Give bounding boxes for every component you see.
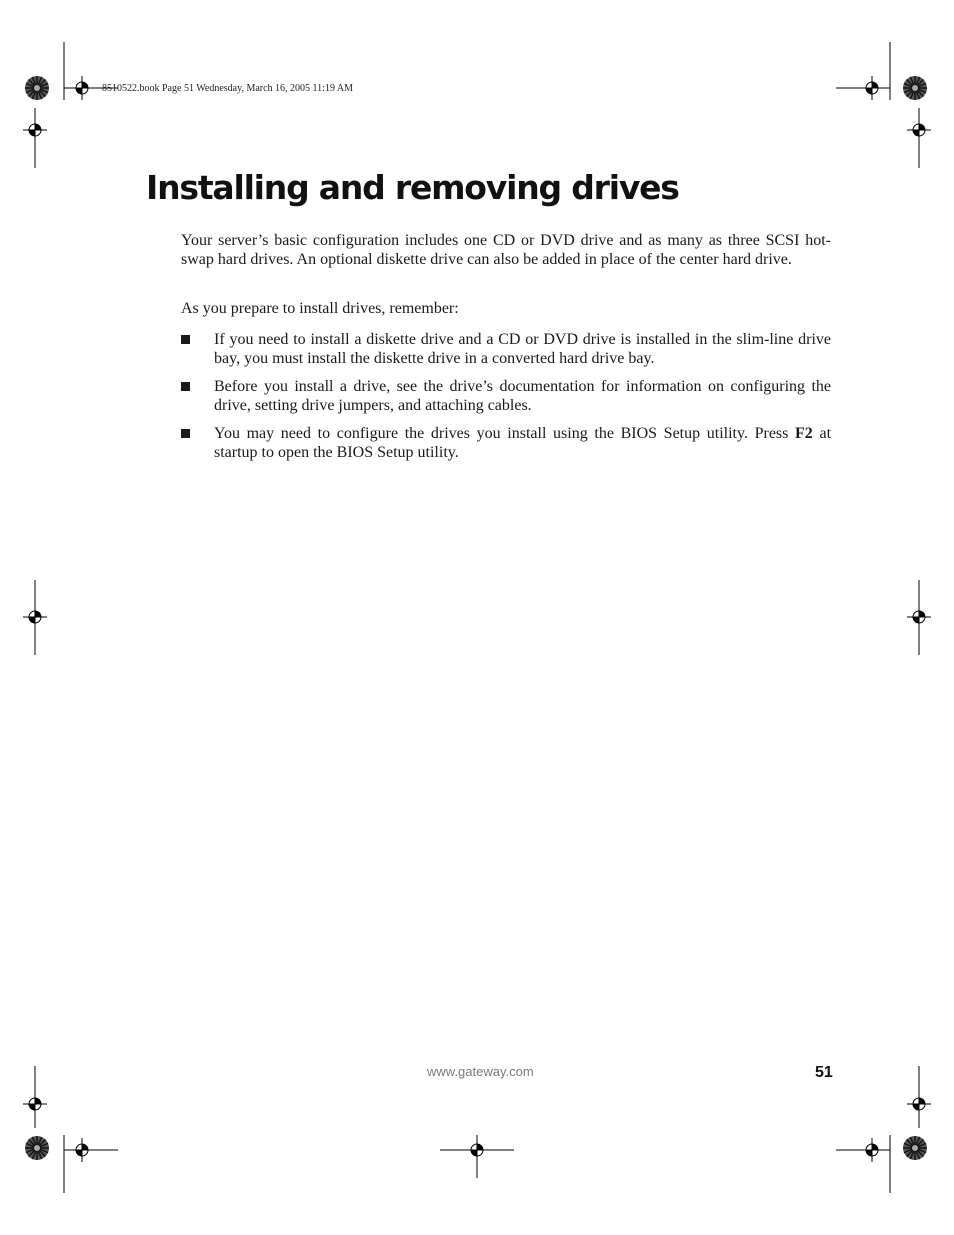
registration-mark-icon: [907, 605, 931, 629]
registration-mark-icon: [465, 1138, 489, 1162]
key-name: F2: [795, 425, 813, 442]
page-title: Installing and removing drives: [146, 168, 679, 207]
color-bar-icon: [903, 76, 927, 100]
list-item-text: You may need to configure the drives you install using the BIOS Setup utility. Press: [214, 425, 796, 442]
page-number: 51: [815, 1064, 833, 1081]
registration-mark-icon: [23, 1092, 47, 1116]
intro-paragraph: Your server’s basic configuration includes one CD or DVD drive and as many as three SCSI hot-swap hard drives. An optional diskette drive can also be added in place of the center hard drive.: [181, 232, 831, 268]
list-item-text: If you need to install a diskette drive and a CD or DVD drive is installed in the slim-line drive bay, you must install the diskette drive in a converted hard drive bay.: [214, 331, 831, 367]
registration-mark-icon: [70, 76, 94, 100]
print-header: 8510522.book Page 51 Wednesday, March 16, 2005 11:19 AM: [102, 83, 354, 94]
color-bar-icon: [25, 76, 49, 100]
list-item: [181, 424, 831, 462]
list-item-text: Before you install a drive, see the drive’s documentation for information on configuring the drive, setting drive jumpers, and attaching cables.: [214, 378, 831, 414]
color-bar-icon: [25, 1136, 49, 1160]
list-item: [181, 330, 831, 368]
registration-mark-icon: [860, 76, 884, 100]
registration-mark-icon: [860, 1138, 884, 1162]
bullet-square-icon: [181, 429, 190, 438]
list-item-text: at startup to open the BIOS Setup utility.: [214, 425, 832, 461]
registration-mark-icon: [70, 1138, 94, 1162]
list-item: [181, 377, 831, 415]
lead-paragraph: As you prepare to install drives, remember:: [181, 300, 459, 317]
bullet-square-icon: [181, 382, 190, 391]
bullet-square-icon: [181, 335, 190, 344]
color-bar-icon: [903, 1136, 927, 1160]
footer-url: www.gateway.com: [427, 1064, 534, 1079]
registration-mark-icon: [23, 605, 47, 629]
registration-mark-icon: [907, 1092, 931, 1116]
registration-mark-icon: [907, 118, 931, 142]
registration-mark-icon: [23, 118, 47, 142]
bullet-list: [181, 330, 831, 471]
